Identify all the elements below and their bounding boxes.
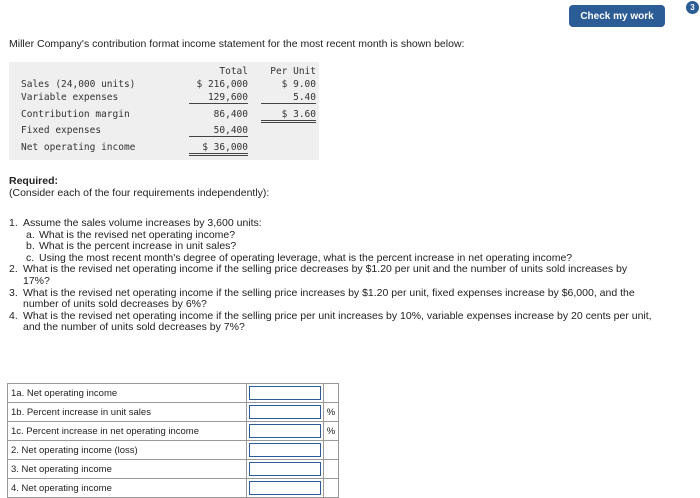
req-number: a. xyxy=(26,228,35,241)
answer-row xyxy=(8,403,339,422)
req-text: What is the percent increase in unit sales? xyxy=(39,240,237,253)
answer-input-cell[interactable] xyxy=(247,479,324,498)
req-number: b. xyxy=(26,240,35,253)
row-total: 50,400 xyxy=(189,125,248,137)
attempt-badge: 3 xyxy=(685,0,700,15)
row-label: Variable expenses xyxy=(21,92,119,103)
unit-label: % xyxy=(324,422,339,441)
requirement-2 xyxy=(9,264,674,287)
row-total: 86,400 xyxy=(213,109,248,120)
answer-input-cell[interactable] xyxy=(247,441,324,460)
answer-label: 1c. Percent increase in net operating income xyxy=(8,422,247,441)
answer-row xyxy=(8,479,339,498)
row-per-unit: $ 3.60 xyxy=(261,109,316,123)
answer-input-cell[interactable] xyxy=(247,422,324,441)
answer-label: 2. Net operating income (loss) xyxy=(8,441,247,460)
net-operating-income-2-input[interactable] xyxy=(249,443,321,457)
row-total: $ 36,000 xyxy=(189,142,248,156)
req-text: Using the most recent month's degree of operating leverage, what is the percent increase in net operating income? xyxy=(39,251,573,264)
answer-table xyxy=(7,383,339,498)
answer-row xyxy=(8,384,339,403)
net-operating-income-1a-input[interactable] xyxy=(249,386,321,400)
header-total: Total xyxy=(219,66,248,77)
net-operating-income-3-input[interactable] xyxy=(249,462,321,476)
consider-note: (Consider each of the four requirements independently): xyxy=(9,187,270,199)
row-label: Fixed expenses xyxy=(21,125,102,136)
answer-row xyxy=(8,441,339,460)
intro-text: Miller Company's contribution format income statement for the most recent month is shown below: xyxy=(9,38,465,50)
req-number: 1. xyxy=(9,217,18,229)
row-total: 129,600 xyxy=(189,92,248,104)
row-per-unit: 5.40 xyxy=(261,92,316,104)
requirement-3 xyxy=(9,288,674,311)
unit-label xyxy=(324,441,339,460)
req-text: What is the revised net operating income if the selling price per unit increases by 10%, variable expenses increase by 20 cents per unit, and the number of units sold decreases by 7%? xyxy=(23,309,652,334)
check-my-work-button[interactable]: Check my work xyxy=(569,5,665,27)
income-statement xyxy=(9,62,319,160)
percent-increase-unit-sales-input[interactable] xyxy=(249,405,321,419)
unit-label: % xyxy=(324,403,339,422)
req-text: What is the revised net operating income if the selling price decreases by $1.20 per unit and the number of units sold increases by 17%? xyxy=(23,263,628,287)
header-per-unit: Per Unit xyxy=(270,66,316,77)
req-text: What is the revised net operating income? xyxy=(39,228,236,241)
answer-label: 1a. Net operating income xyxy=(8,384,247,403)
row-label: Net operating income xyxy=(21,142,136,153)
requirement-4 xyxy=(9,311,674,334)
req-text: Assume the sales volume increases by 3,600 units: xyxy=(23,217,262,229)
req-number: 4. xyxy=(9,309,18,322)
req-number: 3. xyxy=(9,286,18,299)
answer-input-cell[interactable] xyxy=(247,384,324,403)
percent-increase-noi-input[interactable] xyxy=(249,424,321,438)
answer-label: 3. Net operating income xyxy=(8,460,247,479)
unit-label xyxy=(324,479,339,498)
req-number: c. xyxy=(26,251,35,264)
req-number: 2. xyxy=(9,263,18,276)
row-label: Sales (24,000 units) xyxy=(21,79,136,90)
answer-label: 4. Net operating income xyxy=(8,479,247,498)
answer-row xyxy=(8,460,339,479)
answer-row xyxy=(8,422,339,441)
answer-input-cell[interactable] xyxy=(247,460,324,479)
req-text: What is the revised net operating income if the selling price increases by $1.20 per unit, fixed expenses increase by $6,000, and the number of units sold decreases by 6%? xyxy=(23,286,635,311)
required-heading: Required: xyxy=(9,175,59,187)
unit-label xyxy=(324,460,339,479)
row-total: $ 216,000 xyxy=(196,79,248,90)
unit-label xyxy=(324,384,339,403)
row-label: Contribution margin xyxy=(21,109,130,120)
net-operating-income-4-input[interactable] xyxy=(249,481,321,495)
answer-input-cell[interactable] xyxy=(247,403,324,422)
requirements-list xyxy=(9,218,674,334)
answer-label: 1b. Percent increase in unit sales xyxy=(8,403,247,422)
row-per-unit: $ 9.00 xyxy=(281,79,316,90)
